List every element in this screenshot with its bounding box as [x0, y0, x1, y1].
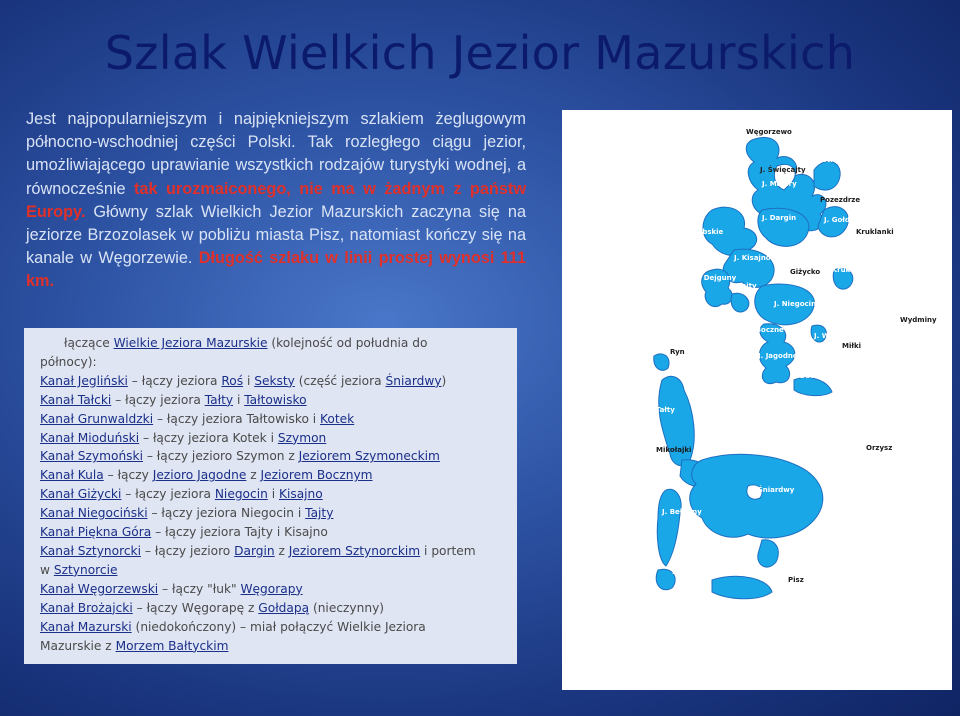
canal-row: [40, 504, 507, 523]
lake-label: J. Dargin: [762, 214, 797, 222]
canal-text: – łączy jezioro Szymon z: [142, 449, 299, 464]
town-label: Pisz: [788, 576, 804, 584]
town-label: Mikołajki: [656, 446, 692, 454]
canal-link[interactable]: Szymon: [277, 430, 327, 445]
canals-list-box: [24, 328, 517, 664]
lake-label: J. Dobskie: [684, 228, 724, 236]
canal-text: (niedokończony) – miał połączyć Wielkie Jeziora: [131, 619, 426, 634]
canal-text: – łączy jeziora Tałtowisko i: [153, 411, 321, 426]
lake-label: J. Wojnowo: [814, 332, 858, 340]
canal-text: – łączy jeziora Tajty i Kisajno: [151, 525, 328, 540]
town-label: Giżycko: [790, 268, 821, 276]
canal-text: – łączy "łuk": [158, 581, 241, 596]
lakes-map-svg: [562, 110, 952, 690]
canal-link[interactable]: Śniardwy: [385, 373, 442, 388]
lake-label: J. Bełdany: [662, 508, 702, 516]
intro-highlight-2: Długość szlaku w linii prostej wynosi 111 km.: [26, 249, 526, 291]
canal-row: [40, 599, 507, 618]
canals-intro-cont: północy):: [40, 354, 97, 369]
town-label: Ryn: [670, 348, 685, 356]
lake-label: J. Gołdapiwo: [824, 216, 874, 224]
canal-link[interactable]: Jezioro Jagodne: [152, 468, 247, 483]
lake-label: J. Buwełno: [792, 372, 834, 380]
canal-row: [40, 523, 507, 542]
canal-link[interactable]: Kanał Jegliński: [40, 373, 128, 388]
canal-link[interactable]: Roś: [221, 373, 244, 388]
lake-label: J. Niegocin: [774, 300, 817, 308]
canal-link[interactable]: Sztynorcie: [53, 562, 118, 577]
canal-row: [40, 637, 507, 656]
canal-link[interactable]: Morzem Bałtyckim: [115, 638, 229, 653]
canal-link[interactable]: Tajty: [305, 506, 334, 521]
lake-label: J. Mamry: [762, 180, 797, 188]
canal-text: (część jeziora: [294, 373, 386, 388]
canal-text: i: [243, 373, 255, 388]
town-label: Orzysz: [866, 444, 893, 452]
canal-text: – łączy jeziora Niegocin i: [147, 506, 306, 521]
canal-link[interactable]: Kanał Mazurski: [40, 619, 132, 634]
canal-link[interactable]: Tałty: [204, 392, 234, 407]
lake-label: Ruciane Nida: [672, 568, 724, 576]
canal-link[interactable]: Kanał Giżycki: [40, 487, 122, 502]
canal-link[interactable]: Kanał Brożajcki: [40, 600, 133, 615]
canal-row: [40, 561, 507, 580]
canal-link[interactable]: Kanał Niegociński: [40, 506, 148, 521]
lake-label: J. Kruklin: [824, 266, 860, 274]
canal-text: z: [246, 468, 261, 483]
lake-label: J. Dejguny: [696, 274, 737, 282]
canal-link[interactable]: Kanał Kula: [40, 468, 104, 483]
canal-text: – łączy jeziora: [121, 487, 215, 502]
canal-link[interactable]: Kanał Węgorzewski: [40, 581, 159, 596]
canal-link[interactable]: Tałtowisko: [244, 392, 307, 407]
canal-text: w: [40, 562, 54, 577]
canal-link[interactable]: Niegocin: [214, 487, 268, 502]
town-label: Pozezdrze: [820, 196, 861, 204]
canal-row: [40, 485, 507, 504]
canal-link[interactable]: Gołdapą: [258, 600, 310, 615]
canal-text: – łączy: [103, 468, 153, 483]
canal-row: [40, 429, 507, 448]
canal-text: – łączy jeziora: [111, 392, 205, 407]
canal-row: [40, 410, 507, 429]
lake-label: J. Tajty: [730, 282, 757, 290]
canal-text: – łączy jeziora Kotek i: [139, 430, 278, 445]
intro-text-1: Jest najpopularniejszym i najpiękniejszym szlakiem żeglugowym północno-wschodniej części Polski. Tak rozległego ciągu jezior, umożliwiającego uprawianie wszystkich rodzajów turystyki wodnej, a równocześnie: [26, 110, 526, 198]
canal-row: [40, 580, 507, 599]
canal-row: [40, 372, 507, 391]
town-label: Kruklanki: [856, 228, 894, 236]
canal-link[interactable]: Jeziorem Szymoneckim: [298, 449, 440, 464]
canal-row: [40, 391, 507, 410]
canal-link[interactable]: Dargin: [234, 543, 275, 558]
canal-text: i: [233, 392, 245, 407]
canal-link[interactable]: Kanał Szymoński: [40, 449, 143, 464]
canal-text: z: [274, 543, 289, 558]
intro-paragraph: [26, 108, 526, 294]
canals-rows: [40, 372, 507, 656]
canal-link[interactable]: Jeziorem Bocznym: [260, 468, 373, 483]
canal-text: – łączy Węgorapę z: [132, 600, 259, 615]
lakes-map: [562, 110, 952, 690]
canal-link[interactable]: Kanał Grunwaldzki: [40, 411, 154, 426]
canal-text: (nieczynny): [309, 600, 385, 615]
town-label: Miłki: [842, 342, 862, 350]
lake-label: J. Jagodne: [758, 352, 798, 360]
canal-row: [40, 542, 507, 561]
canal-text: i portem: [420, 543, 476, 558]
town-label: Węgorzewo: [746, 128, 792, 136]
canal-link[interactable]: Seksty: [254, 373, 295, 388]
lake-label: J. Śniardwy: [750, 486, 795, 494]
canal-link[interactable]: Kanał Sztynorcki: [40, 543, 141, 558]
canal-link[interactable]: Jeziorem Sztynorckim: [288, 543, 421, 558]
canal-link[interactable]: Węgorapy: [240, 581, 303, 596]
canal-link[interactable]: Kotek: [320, 411, 355, 426]
canal-row: [40, 618, 507, 637]
canal-row: [40, 447, 507, 466]
intro-text-2: Główny szlak Wielkich Jezior Mazurskich zaczyna się na jeziorze Brzozolasek w pobliżu miasta Pisz, natomiast kończy się na kanale w Węgorzewie.: [26, 202, 526, 268]
canals-intro: łączące Wielkie Jeziora Mazurskie (kolejność od południa do: [64, 336, 428, 350]
canal-text: – łączy jeziora: [127, 373, 222, 388]
lake-label: J. Tałty: [648, 406, 675, 414]
canal-row: [40, 466, 507, 485]
town-label: Wydminy: [900, 316, 937, 324]
intro-highlight-1: tak urozmaiconego, nie ma w żadnym z państw Europy.: [26, 179, 526, 221]
canal-link[interactable]: Kanał Tałcki: [40, 392, 112, 407]
canal-text: i: [267, 487, 279, 502]
lake-label: J. Święcajty: [760, 166, 806, 174]
canal-text: – łączy jezioro: [140, 543, 235, 558]
lake-label: J. Kisajno: [734, 254, 771, 262]
canal-text: Mazurskie z: [40, 638, 116, 653]
canal-link[interactable]: Kisajno: [278, 487, 323, 502]
lake-label: J. Boczne: [748, 326, 784, 334]
page-title: Szlak Wielkich Jezior Mazurskich: [104, 26, 856, 80]
canal-link[interactable]: Kanał Mioduński: [40, 430, 140, 445]
link-wielkie-jeziora[interactable]: Wielkie Jeziora Mazurskie: [113, 336, 268, 350]
lake-label: J. Stręgiel: [814, 156, 853, 164]
canal-link[interactable]: Kanał Piękna Góra: [40, 525, 152, 540]
canal-text: ): [441, 373, 447, 388]
